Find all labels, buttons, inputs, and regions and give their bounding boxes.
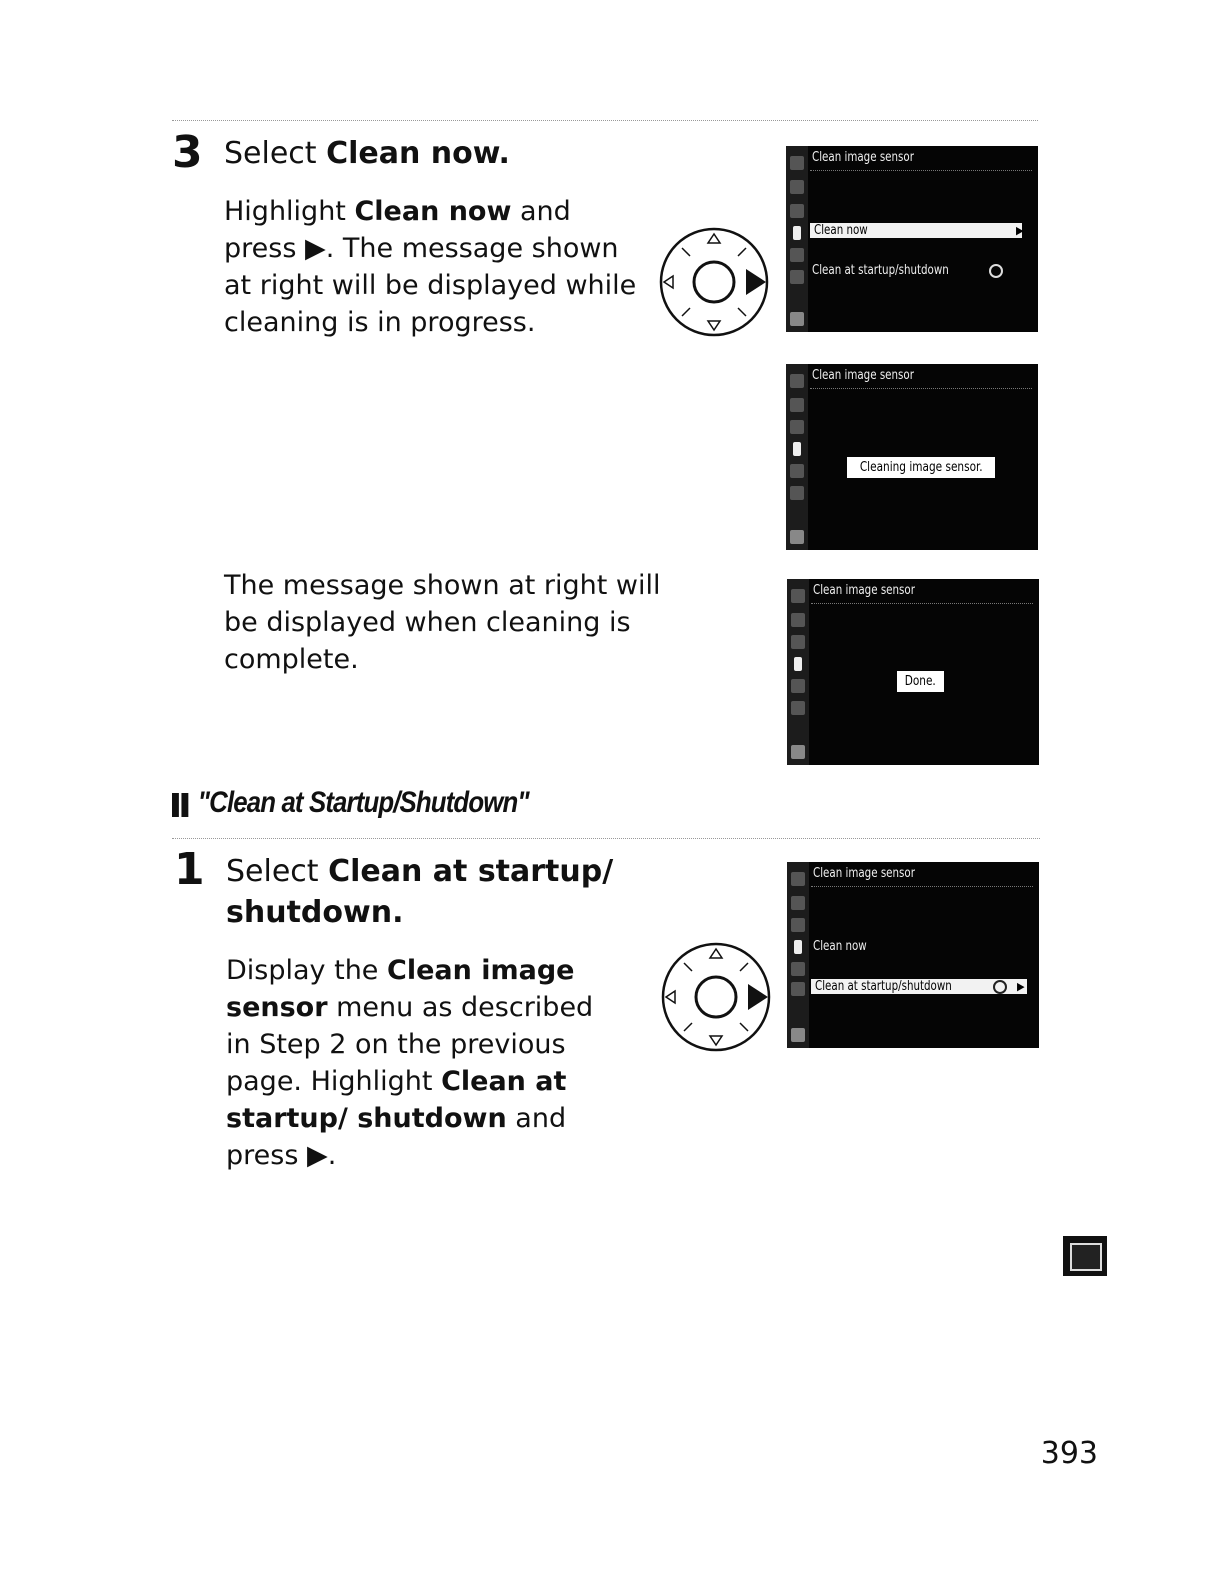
step-instructions xyxy=(224,193,644,341)
camera-screen-cleaning xyxy=(786,364,1038,550)
playback-menu-icon xyxy=(791,589,805,603)
title-divider xyxy=(810,388,1032,389)
submenu-arrow-icon: ▶ xyxy=(1017,980,1025,993)
text-run: and press xyxy=(226,1103,567,1171)
submenu-arrow-icon: ▶ xyxy=(1016,224,1024,237)
menu-item-clean-now[interactable] xyxy=(810,223,1022,238)
retouch-menu-icon xyxy=(790,248,804,262)
retouch-menu-icon xyxy=(791,679,805,693)
step-title-bold: Clean at startup/ shutdown. xyxy=(226,854,614,930)
menu-item-label: Clean now xyxy=(813,939,867,954)
completion-instructions: The message shown at right will be displayed when cleaning is complete. xyxy=(224,570,661,675)
setup-menu-icon xyxy=(793,226,801,240)
menu-tab-column xyxy=(787,579,809,765)
step-instructions xyxy=(226,952,626,1174)
step-title-prefix: Select xyxy=(226,854,329,889)
title-divider xyxy=(810,170,1032,171)
menu-item-label: Clean at startup/shutdown xyxy=(815,979,952,994)
step-number: 3 xyxy=(172,127,203,178)
bold-term: Clean at startup/ shutdown xyxy=(226,1066,567,1134)
setup-menu-icon xyxy=(794,940,802,954)
my-menu-icon xyxy=(790,270,804,284)
screen-title: Clean image sensor xyxy=(813,866,915,881)
my-menu-icon xyxy=(790,486,804,500)
camera-screen-clean-now xyxy=(786,146,1038,332)
title-divider xyxy=(811,603,1033,604)
menu-tab-column xyxy=(787,862,809,1048)
screen-title: Clean image sensor xyxy=(812,150,914,165)
text-run: menu as described in Step 2 on the previous page. Highlight xyxy=(226,992,594,1097)
text-run: Highlight xyxy=(224,196,355,227)
my-menu-icon xyxy=(791,701,805,715)
help-icon xyxy=(790,530,804,544)
message-text: Done. xyxy=(904,674,936,689)
text-run: . xyxy=(327,1140,337,1171)
camera-screen-startup-selected xyxy=(787,862,1039,1048)
playback-menu-icon xyxy=(790,374,804,388)
shooting-menu-icon xyxy=(790,180,804,194)
camera-screen-done xyxy=(787,579,1039,765)
retouch-menu-icon xyxy=(791,962,805,976)
help-icon xyxy=(791,1028,805,1042)
playback-menu-icon xyxy=(790,156,804,170)
right-arrow-icon: ▶ xyxy=(304,233,326,264)
multi-selector-right-icon xyxy=(658,226,770,338)
shooting-menu-icon xyxy=(791,613,805,627)
top-rule xyxy=(172,120,1038,121)
page-number: 393 xyxy=(1040,1436,1098,1471)
custom-settings-icon xyxy=(790,204,804,218)
playback-menu-icon xyxy=(791,872,805,886)
text-run: and press xyxy=(224,196,571,264)
section-marker-icon xyxy=(172,787,191,821)
menu-item-clean-startup[interactable] xyxy=(812,263,967,278)
menu-item-label: Clean at startup/shutdown xyxy=(812,263,949,278)
bold-term: Clean now xyxy=(354,196,512,227)
screen-title: Clean image sensor xyxy=(813,583,915,598)
section-title: "Clean at Startup/Shutdown" xyxy=(197,786,529,819)
menu-item-clean-now[interactable] xyxy=(813,939,874,954)
text-run: Display the xyxy=(226,955,387,986)
help-icon xyxy=(790,312,804,326)
bold-term: Clean image sensor xyxy=(226,955,575,1023)
section-rule xyxy=(172,838,1040,839)
menu-item-label: Clean now xyxy=(814,223,868,238)
menu-tab-column xyxy=(786,364,808,550)
step-title-prefix: Select xyxy=(224,136,327,171)
text-run: . The message shown at right will be displayed while cleaning is in progress. xyxy=(224,233,637,338)
section-heading xyxy=(172,786,529,821)
clean-setting-icon xyxy=(989,264,1003,278)
right-arrow-icon: ▶ xyxy=(306,1140,328,1171)
custom-settings-icon xyxy=(791,635,805,649)
setup-menu-icon xyxy=(793,442,801,456)
step-title-bold: Clean now. xyxy=(326,136,510,171)
setup-menu-icon xyxy=(794,657,802,671)
cleaning-message xyxy=(847,457,995,478)
my-menu-icon xyxy=(791,982,805,996)
step-number: 1 xyxy=(174,844,205,895)
screen-title: Clean image sensor xyxy=(812,368,914,383)
step-title xyxy=(226,851,646,933)
step-title xyxy=(224,133,510,174)
chapter-tab-icon xyxy=(1063,1236,1107,1276)
title-divider xyxy=(811,886,1033,887)
shooting-menu-icon xyxy=(790,398,804,412)
retouch-menu-icon xyxy=(790,464,804,478)
help-icon xyxy=(791,745,805,759)
custom-settings-icon xyxy=(791,918,805,932)
message-text: Cleaning image sensor. xyxy=(859,460,983,475)
clean-setting-icon xyxy=(993,980,1007,994)
multi-selector-right-icon xyxy=(660,941,772,1053)
done-message xyxy=(897,671,944,692)
shooting-menu-icon xyxy=(791,896,805,910)
custom-settings-icon xyxy=(790,420,804,434)
